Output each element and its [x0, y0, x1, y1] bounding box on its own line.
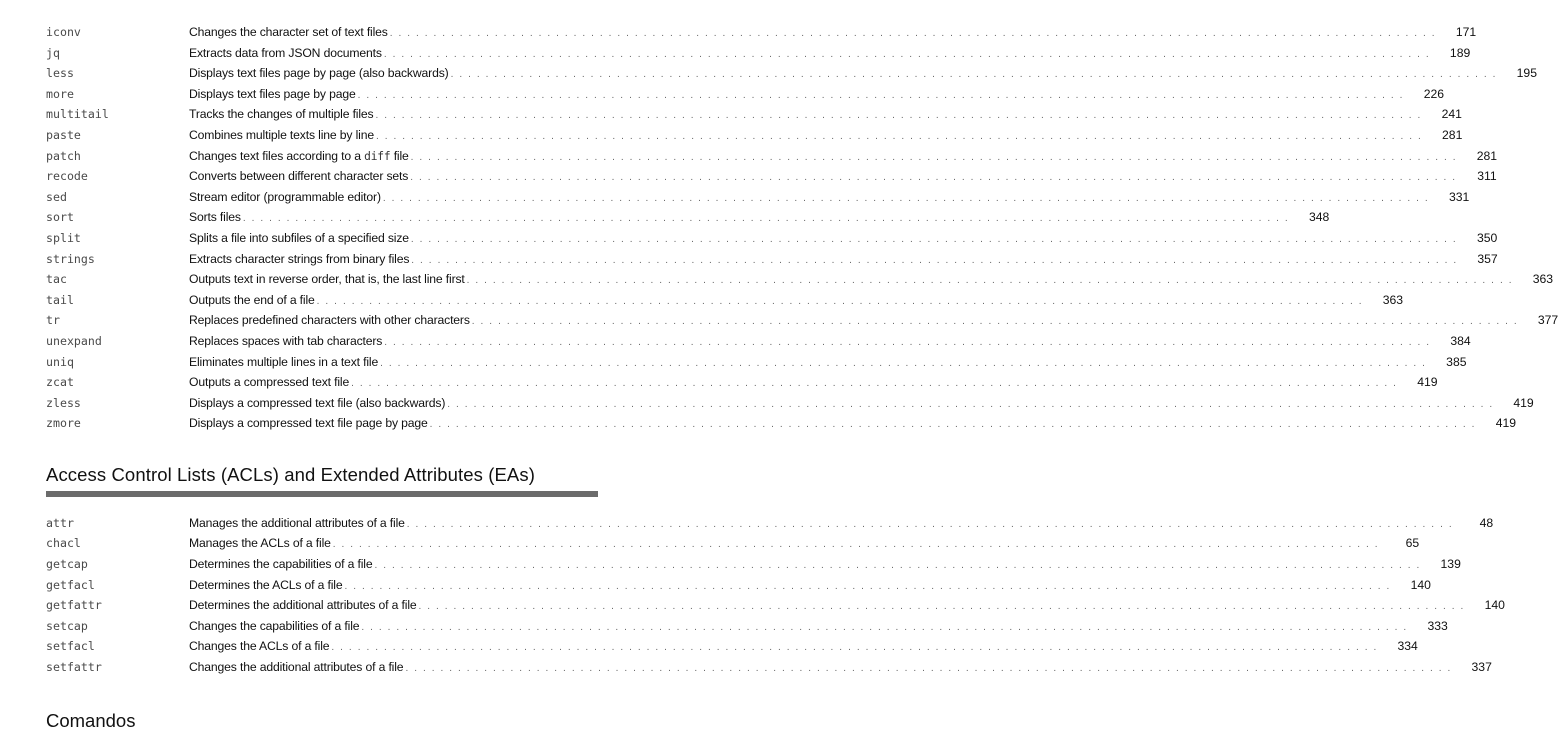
page-number: 333	[1427, 618, 1448, 633]
command-name: strings	[46, 251, 95, 266]
index-entry	[46, 393, 1534, 414]
dot-leader: . . . . . . . . . . . . . . . . . . . . . . . . . . . . . . . . . . . . . . . . . . . . . . . . . . . . . . . . . . . . . . . . . . . . . . . . . . . . . . . . . . . . . . . . . . . . . . . . . . . . . . . . . . . . . . . . . . . . . . . .	[410, 233, 1458, 245]
description-main: Extracts data from JSON documents	[189, 45, 382, 60]
text-tools-list	[46, 22, 1558, 434]
index-entry	[46, 513, 1494, 534]
description-text	[189, 310, 472, 331]
command-name: recode	[46, 169, 88, 184]
index-entry	[46, 372, 1438, 393]
command-description	[189, 513, 1453, 536]
acl-list	[46, 513, 1505, 678]
command-description	[189, 269, 1513, 292]
page-number: 419	[1513, 395, 1534, 410]
index-entry	[46, 22, 1477, 43]
page-number: 337	[1471, 660, 1492, 675]
command-name: setfattr	[46, 660, 102, 675]
description-main: Tracks the changes of multiple files	[189, 107, 374, 122]
description-main: Determines the capabilities of a file	[189, 557, 373, 572]
description-main: Combines multiple texts line by line	[189, 127, 374, 142]
page-number: 377	[1537, 313, 1558, 328]
description-text	[189, 249, 411, 270]
command-name: zcat	[46, 375, 74, 390]
dot-leader: . . . . . . . . . . . . . . . . . . . . . . . . . . . . . . . . . . . . . . . . . . . . . . . . . . . . . . . . . . . . . . . . . . . . . . . . . . . . . . . . . . . . . . . . . . . . . . . . . . . . . . . . . . . . . . . . . . . . . . . .	[411, 254, 1458, 266]
description-main: Determines the additional attributes of a file	[189, 598, 417, 613]
command-name: getcap	[46, 557, 88, 572]
page-number: 384	[1450, 333, 1471, 348]
dot-leader: . . . . . . . . . . . . . . . . . . . . . . . . . . . . . . . . . . . . . . . . . . . . . . . . . . . . . . . . . . . . . . . . . . . . . . . . . . . . . . . . . . . . . . . . . . . . . . . . . . . . . . . . . . . . . . . . . . . . . . . .	[466, 275, 1514, 287]
dot-leader: . . . . . . . . . . . . . . . . . . . . . . . . . . . . . . . . . . . . . . . . . . . . . . . . . . . . . . . . . . . . . . . . . . . . . . . . . . . . . . . . . . . . . . . . . . . . . . . . . . . . . . . . . . . . . . . . . . . . . . . .	[331, 642, 1378, 654]
page-number: 48	[1479, 515, 1494, 530]
page-number: 311	[1477, 169, 1497, 184]
dot-leader: . . . . . . . . . . . . . . . . . . . . . . . . . . . . . . . . . . . . . . . . . . . . . . . . . . . . . . . . . . . . . . . . . . . . . . . . . . . . . . . . . . . . . . . . . . . . . . . . . . . . . . . . . . . . . . . . . . . . . . . .	[380, 357, 1427, 369]
command-description	[189, 393, 1494, 416]
command-name: iconv	[46, 25, 81, 39]
command-name: less	[46, 66, 74, 81]
description-main: Extracts character strings from binary files	[189, 251, 410, 266]
command-name: zless	[46, 395, 81, 410]
index-entry	[46, 595, 1505, 616]
description-text	[189, 636, 331, 657]
command-description	[189, 146, 1457, 169]
command-name: paste	[46, 127, 81, 142]
index-entry	[46, 84, 1445, 105]
index-entry	[46, 207, 1330, 228]
page-number: 419	[1417, 375, 1438, 390]
index-entry	[46, 146, 1498, 167]
acl-section-title: Access Control Lists (ACLs) and Extended Attributes (EAs)	[46, 464, 598, 497]
description-text	[189, 269, 467, 290]
dot-leader: . . . . . . . . . . . . . . . . . . . . . . . . . . . . . . . . . . . . . . . . . . . . . . . . . . . . . . . . . . . . . . . . . . . . . . . . . . . . . . . . . . . . . . . . . . . . . . . . . . . . . . . . . . . . . . . . . . . . . . . .	[374, 560, 1421, 572]
command-description	[189, 166, 1457, 189]
description-text	[189, 228, 411, 249]
dot-leader: . . . . . . . . . . . . . . . . . . . . . . . . . . . . . . . . . . . . . . . . . . . . . . . . . . . . . . . . . . . . . . . . . . . . . . . . . . . . . . . . . . . . . . . . . . . . . . . . . . . . . . . . . . . . . . . . . . . . . . . .	[471, 316, 1519, 328]
command-description	[189, 207, 1289, 230]
index-entry	[46, 616, 1448, 637]
command-name: tr	[46, 313, 60, 328]
description-main: Outputs a compressed text file	[189, 375, 350, 390]
dot-leader: . . . . . . . . . . . . . . . . . . . . . . . . . . . . . . . . . . . . . . . . . . . . . . . . . . . . . . . . . . . . . . . . . . . . . . . . . . . . . . . . . . . . . . . . . . . . . . . . . . . . . . . . . . . . . . . . . . . . . . . .	[410, 172, 1457, 184]
index-entry	[46, 657, 1492, 678]
command-description	[189, 125, 1422, 148]
command-description	[189, 310, 1518, 333]
page-number: 334	[1397, 639, 1418, 654]
description-main: Replaces spaces with tab characters	[189, 333, 383, 348]
description-text	[189, 393, 447, 414]
dot-leader: . . . . . . . . . . . . . . . . . . . . . . . . . . . . . . . . . . . . . . . . . . . . . . . . . . . . . . . . . . . . . . . . . . . . . . . . . . . . . . . . . . . . . . . . . . . . . . . . . . . . . . . . . . . . . . . . . . . . . . . .	[357, 89, 1405, 101]
description-main: Displays text files page by page (also backwards)	[189, 66, 449, 81]
index-entry	[46, 269, 1554, 290]
command-description	[189, 22, 1436, 45]
description-main: Displays text files page by page	[189, 86, 356, 101]
description-main: Changes the character set of text files	[189, 25, 388, 39]
dot-leader: . . . . . . . . . . . . . . . . . . . . . . . . . . . . . . . . . . . . . . . . . . . . . . . . . . . . . . . . . . . . . . . . . . . . . . . . . . . . . . . . . . . . . . . . . . . . . . . . . . . . . . . . . . . . . . . . . . . . . . . .	[332, 539, 1380, 551]
description-main: Displays a compressed text file (also backwards)	[189, 395, 446, 410]
index-entry	[46, 352, 1467, 373]
page-number: 140	[1410, 577, 1431, 592]
description-main: Determines the ACLs of a file	[189, 577, 343, 592]
command-name: jq	[46, 45, 60, 60]
description-text	[189, 104, 376, 125]
index-entry	[46, 63, 1537, 84]
description-text	[189, 413, 430, 434]
dot-leader: . . . . . . . . . . . . . . . . . . . . . . . . . . . . . . . . . . . . . . . . . . . . . . . . . . . . . . . . . . . . . . . . . . . . . . . . . . . . . . . . . . . . . . . . . . . . . . . . . . . . . . . . . . . . . . . . . . . . . . . .	[418, 601, 1465, 613]
command-description	[189, 352, 1427, 375]
command-name: uniq	[46, 354, 74, 369]
dot-leader: . . . . . . . . . . . . . . . . . . . . . . . . . . . . . . . . . . . . . . . . . . . . . . . . . . . . . . . . . . . . . . . . . . . . . . . . . . . . . . . . . . . . . . . . . . . . . . . . . . . . . . . . . . . . . . . . . . . . . . . .	[450, 69, 1497, 81]
command-description	[189, 616, 1408, 639]
description-main: Changes the capabilities of a file	[189, 618, 360, 633]
index-entry	[46, 43, 1471, 64]
description-text	[189, 207, 243, 228]
description-main: Outputs the end of a file	[189, 292, 315, 307]
index-entry	[46, 636, 1418, 657]
index-entry	[46, 413, 1517, 434]
command-description	[189, 413, 1476, 436]
dot-leader: . . . . . . . . . . . . . . . . . . . . . . . . . . . . . . . . . . . . . . . . . . . . . . . . . . . . . . . . . . . . . . . . . . . . . . . . . . . . . . . . . . . . . . . . . . . . . . . . . . . . . . . . . . . . . . . . . . . . . . . .	[383, 48, 1431, 60]
description-text	[189, 63, 451, 84]
description-main: Displays a compressed text file page by page	[189, 416, 428, 431]
description-text	[189, 43, 384, 64]
page-number: 419	[1495, 416, 1517, 431]
page-number: 363	[1532, 272, 1554, 287]
command-description	[189, 331, 1431, 354]
command-name: more	[46, 86, 74, 101]
description-text	[189, 595, 419, 616]
command-name: getfattr	[46, 598, 102, 613]
dot-leader: . . . . . . . . . . . . . . . . . . . . . . . . . . . . . . . . . . . . . . . . . . . . . . . . . . . . . . . . . . . . . . . . . . . . . . . . . . . . . . . . . . . . . . . . . . . . . . . . . . . . . . . . . . . . . . . . . . . . . . . .	[316, 295, 1364, 307]
command-description	[189, 249, 1458, 272]
description-main: Manages the additional attributes of a file	[189, 515, 405, 530]
description-text	[189, 533, 333, 554]
description-text	[189, 146, 411, 168]
page-number: 357	[1477, 251, 1498, 266]
dot-leader: . . . . . . . . . . . . . . . . . . . . . . . . . . . . . . . . . . . . . . . . . . . . . . . . . . . . . . . . . . . . . . . . . . . . . . . . . . . . . . . . . . . . . . . . . . . . . . . . . . . . . . . . . . . . . . . . . . . . . . . .	[389, 28, 1437, 39]
dot-leader: . . . . . . . . . . . . . . . . . . . . . . . . . . . . . . . . . . . . . . . . . . . . . . . . . . . . . . . . . . . . . . . . . . . . . . . . . . . . . . . . . . . . . . . . . . . . . . . . . . . . . . . . . . . . . . . . . . . . . . . .	[406, 518, 1454, 530]
command-description	[189, 595, 1465, 618]
description-text	[189, 575, 345, 596]
description-text	[189, 290, 317, 311]
dot-leader: . . . . . . . . . . . . . . . . . . . . . . . . . . . . . . . . . . . . . . . . . . . . . . . . . . . . . . . . . . . . . . . . . . . . . . . . . . . . . . . . . . . . . . . . . . . . . . . . . . . . . . . . . . . . . . . . . . . . . . . .	[344, 580, 1391, 592]
page-number: 363	[1382, 292, 1404, 307]
dot-leader: . . . . . . . . . . . . . . . . . . . . . . . . . . . . . . . . . . . . . . . . . . . . . . . . . . . . . . . . . . . . . . . . . . . . . . . . . . . . . . . . . . . . . . . . . . . . . . . . . . . . . . . . . . . . . . . . . . . . . . . .	[351, 378, 1398, 390]
page-number: 241	[1441, 107, 1462, 122]
command-name: tac	[46, 272, 67, 287]
description-suffix: file	[390, 148, 409, 163]
page-number: 350	[1476, 230, 1498, 245]
dot-leader: . . . . . . . . . . . . . . . . . . . . . . . . . . . . . . . . . . . . . . . . . . . . . . . . . . . . . . . . . . . . . . . . . . . . . . . . . . . . . . . . . . . . . . . . . . . . . . . . . . . . . . . . . . . . . . . . . . . . . . . .	[375, 110, 1422, 122]
page-number: 171	[1455, 25, 1477, 39]
page-number: 65	[1405, 536, 1420, 551]
page-number: 226	[1423, 86, 1445, 101]
index-entry	[46, 166, 1497, 187]
index-entry	[46, 249, 1498, 270]
description-main: Sorts files	[189, 210, 241, 225]
index-entry	[46, 554, 1461, 575]
command-description	[189, 43, 1430, 66]
command-name: sed	[46, 189, 67, 204]
description-main: Changes the additional attributes of a file	[189, 660, 404, 675]
command-name: tail	[46, 292, 74, 307]
command-description	[189, 84, 1404, 107]
page-number: 195	[1516, 66, 1537, 81]
description-main: Replaces predefined characters with other characters	[189, 313, 470, 328]
description-main: Splits a file into subfiles of a specified size	[189, 230, 409, 245]
description-text	[189, 84, 358, 105]
dot-leader: . . . . . . . . . . . . . . . . . . . . . . . . . . . . . . . . . . . . . . . . . . . . . . . . . . . . . . . . . . . . . . . . . . . . . . . . . . . . . . . . . . . . . . . . . . . . . . . . . . . . . . . . . . . . . . . . . . . . . . . .	[375, 130, 1423, 142]
command-name: chacl	[46, 536, 81, 551]
dot-leader: . . . . . . . . . . . . . . . . . . . . . . . . . . . . . . . . . . . . . . . . . . . . . . . . . . . . . . . . . . . . . . . . . . . . . . . . . . . . . . . . . . . . . . . . . . . . . . . . . . . . . . . . . . . . . . . . . . . . . . . .	[384, 336, 1431, 348]
index-entry	[46, 575, 1431, 596]
command-description	[189, 228, 1457, 251]
dot-leader: . . . . . . . . . . . . . . . . . . . . . . . . . . . . . . . . . . . . . . . . . . . . . . . . . . . . . . . . . . . . . . . . . . . . . . . . . . . . . . . . . . . . . . . . . . . . . . . . . . . . . . . . . . . . . . . . . . . . . . . .	[382, 192, 1430, 204]
dot-leader: . . . . . . . . . . . . . . . . . . . . . . . . . . . . . . . . . . . . . . . . . . . . . . . . . . . . . . . . . . . . . . . . . . . . . . . . . . . . . . . . . . . . . . . . . . . . . . . . . . . . . . . . . . . . . . . . . . . . . . . .	[361, 621, 1408, 633]
description-text	[189, 331, 384, 352]
description-text	[189, 372, 351, 393]
index-entry	[46, 310, 1558, 331]
command-description	[189, 657, 1452, 680]
command-name: zmore	[46, 416, 81, 431]
index-entry	[46, 228, 1498, 249]
command-name: patch	[46, 148, 81, 163]
page-number: 281	[1442, 127, 1463, 142]
description-main: Eliminates multiple lines in a text file	[189, 354, 379, 369]
description-text	[189, 187, 383, 208]
description-main: Converts between different character sets	[189, 169, 409, 184]
command-description	[189, 187, 1429, 210]
command-name: setcap	[46, 618, 88, 633]
index-entry	[46, 290, 1404, 311]
description-text	[189, 657, 405, 678]
next-section-title: Comandos	[46, 710, 136, 731]
dot-leader: . . . . . . . . . . . . . . . . . . . . . . . . . . . . . . . . . . . . . . . . . . . . . . . . . . . . . . . . . . . . . . . . . . . . . . . . . . . . . . . . . . . . . . . . . . . . . . . . . . . . . . . . . . . . . . . . . . . . . . . .	[242, 213, 1290, 225]
index-entry	[46, 533, 1420, 554]
command-description	[189, 372, 1398, 395]
page-number: 331	[1448, 189, 1470, 204]
description-text	[189, 22, 390, 43]
command-name: unexpand	[46, 333, 102, 348]
dot-leader: . . . . . . . . . . . . . . . . . . . . . . . . . . . . . . . . . . . . . . . . . . . . . . . . . . . . . . . . . . . . . . . . . . . . . . . . . . . . . . . . . . . . . . . . . . . . . . . . . . . . . . . . . . . . . . . . . . . . . . . .	[447, 398, 1494, 410]
command-description	[189, 554, 1421, 577]
command-description	[189, 533, 1379, 556]
page-number: 139	[1440, 557, 1461, 572]
index-entry	[46, 187, 1470, 208]
page-number: 385	[1446, 354, 1467, 369]
page-number: 348	[1308, 210, 1330, 225]
description-text	[189, 352, 380, 373]
command-index-page	[46, 22, 1558, 678]
index-entry	[46, 104, 1462, 125]
command-name: getfacl	[46, 577, 95, 592]
dot-leader: . . . . . . . . . . . . . . . . . . . . . . . . . . . . . . . . . . . . . . . . . . . . . . . . . . . . . . . . . . . . . . . . . . . . . . . . . . . . . . . . . . . . . . . . . . . . . . . . . . . . . . . . . . . . . . . . . . . . . . . .	[429, 419, 1477, 431]
dot-leader: . . . . . . . . . . . . . . . . . . . . . . . . . . . . . . . . . . . . . . . . . . . . . . . . . . . . . . . . . . . . . . . . . . . . . . . . . . . . . . . . . . . . . . . . . . . . . . . . . . . . . . . . . . . . . . . . . . . . . . . .	[405, 663, 1452, 675]
command-name: attr	[46, 515, 74, 530]
command-name: sort	[46, 210, 74, 225]
description-code: diff	[364, 149, 391, 163]
description-text	[189, 125, 376, 146]
page-number: 281	[1476, 148, 1498, 163]
command-description	[189, 290, 1363, 313]
dot-leader: . . . . . . . . . . . . . . . . . . . . . . . . . . . . . . . . . . . . . . . . . . . . . . . . . . . . . . . . . . . . . . . . . . . . . . . . . . . . . . . . . . . . . . . . . . . . . . . . . . . . . . . . . . . . . . . . . . . . . . . .	[410, 151, 1458, 163]
command-name: multitail	[46, 107, 109, 122]
description-text	[189, 554, 374, 575]
description-text	[189, 513, 407, 534]
command-description	[189, 63, 1497, 86]
page-number: 189	[1449, 45, 1471, 60]
page-number: 140	[1484, 598, 1505, 613]
description-text	[189, 616, 361, 637]
index-entry	[46, 331, 1471, 352]
description-main: Outputs text in reverse order, that is, the last line first	[189, 272, 465, 287]
description-main: Manages the ACLs of a file	[189, 536, 331, 551]
description-main: Changes text files according to a	[189, 148, 365, 163]
description-text	[189, 166, 410, 187]
index-entry	[46, 125, 1463, 146]
description-main: Changes the ACLs of a file	[189, 639, 330, 654]
command-description	[189, 575, 1391, 598]
command-name: split	[46, 230, 81, 245]
command-name: setfacl	[46, 639, 95, 654]
command-description	[189, 636, 1378, 659]
command-description	[189, 104, 1422, 127]
description-main: Stream editor (programmable editor)	[189, 189, 381, 204]
